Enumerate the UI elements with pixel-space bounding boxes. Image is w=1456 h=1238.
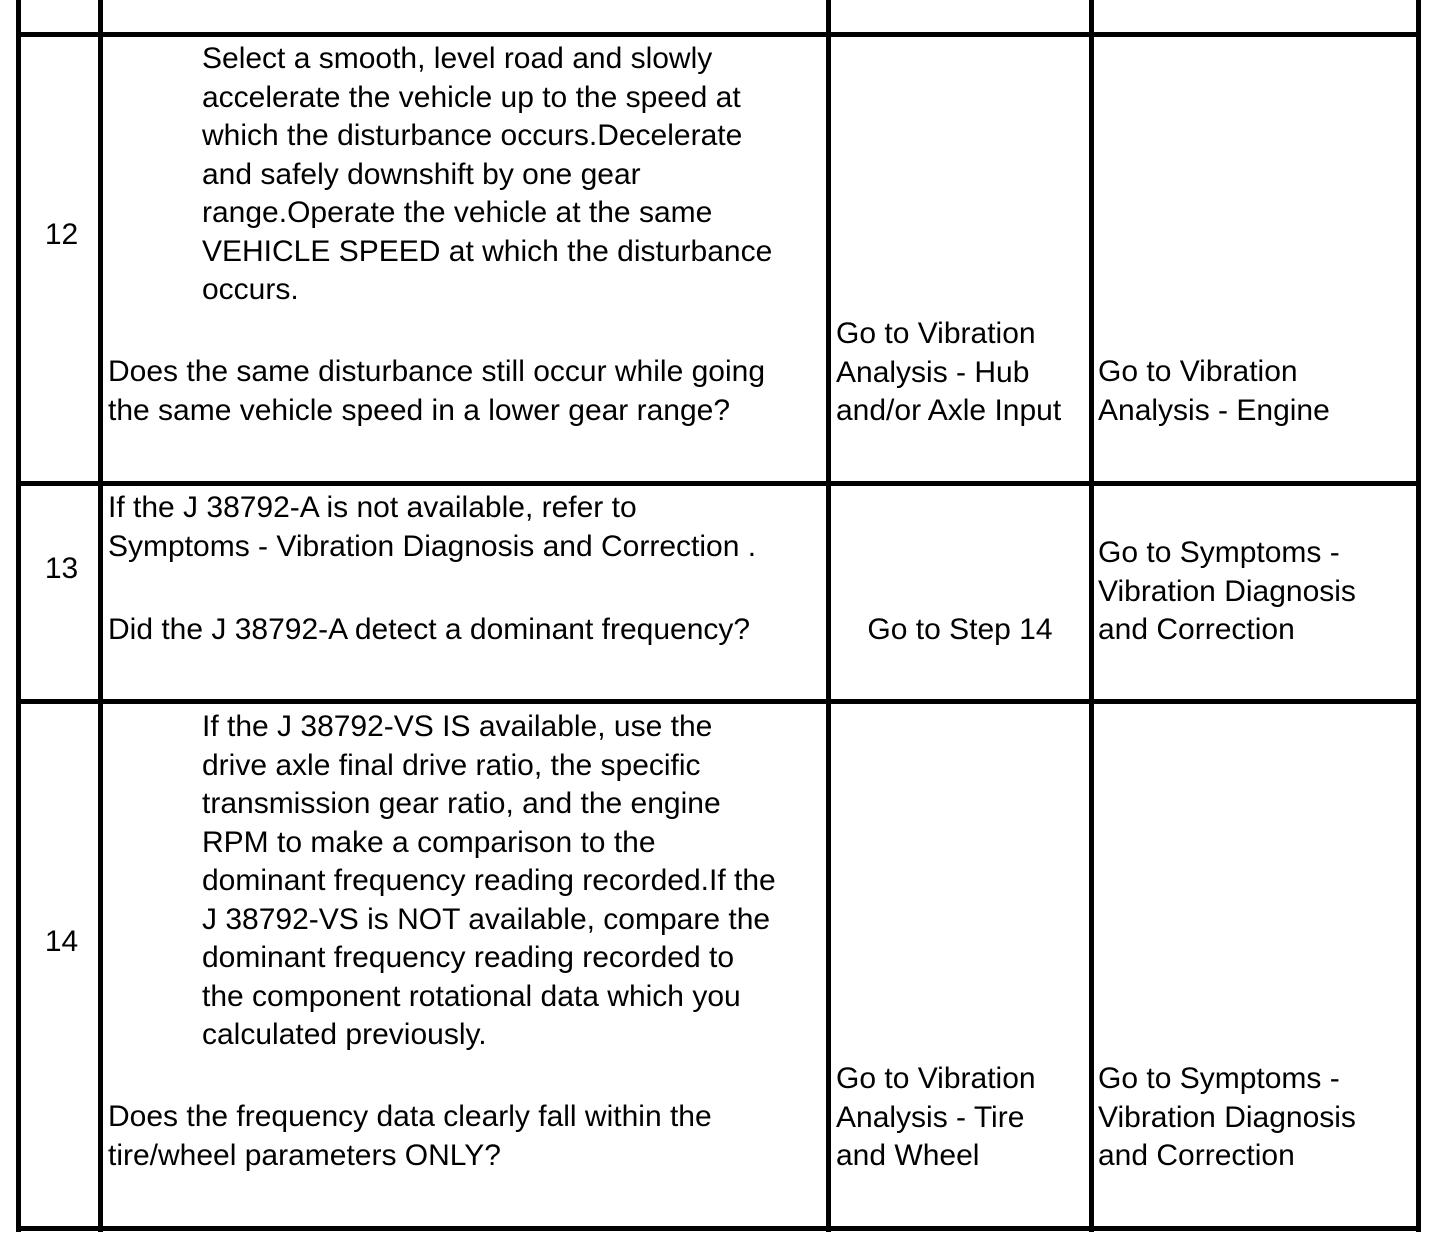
step-question: Did the J 38792-A detect a dominant frequency? bbox=[108, 613, 751, 646]
column-divider-step bbox=[98, 0, 103, 1232]
step-number: 13 bbox=[44, 552, 79, 585]
step-question: Does the same disturbance still occur while going the same vehicle speed in a lower gear range? bbox=[108, 355, 765, 427]
result-yes: Go to Vibration Analysis - Hub and/or Axle Input bbox=[836, 317, 1062, 427]
step-number: 12 bbox=[44, 218, 79, 251]
row-divider bbox=[18, 699, 1421, 704]
row-divider bbox=[18, 32, 1421, 37]
step-action-text: Select a smooth, level road and slowly accelerate the vehicle up to the speed at which the disturbance occurs.Decelerate and safely downshift by one gear range.Operate the vehicle at the same VEHICLE SPEED at which the disturbance occurs. bbox=[202, 42, 773, 306]
step-number: 14 bbox=[44, 925, 79, 958]
column-divider-yes bbox=[1089, 0, 1094, 1232]
table-border-bottom bbox=[18, 1226, 1421, 1231]
step-question: Does the frequency data clearly fall within the tire/wheel parameters ONLY? bbox=[108, 1100, 712, 1172]
row-divider bbox=[18, 481, 1421, 486]
result-no: Go to Symptoms - Vibration Diagnosis and Correction bbox=[1098, 536, 1356, 646]
result-yes: Go to Vibration Analysis - Tire and Wheel bbox=[836, 1062, 1036, 1172]
table-border-right bbox=[1416, 0, 1421, 1232]
result-yes: Go to Step 14 bbox=[867, 613, 1053, 646]
step-action-text: If the J 38792-A is not available, refer to Symptoms - Vibration Diagnosis and Correction . bbox=[108, 491, 757, 563]
result-no: Go to Vibration Analysis - Engine bbox=[1098, 355, 1330, 427]
step-action-text: If the J 38792-VS IS available, use the drive axle final drive ratio, the specific transmission gear ratio, and the engine RPM to make a comparison to the dominant frequency reading recorded.If the J 38792-VS is NOT available, compare the dominant frequency reading recorded to the component rotational data which you calculated previously. bbox=[202, 710, 776, 1051]
table-border-left bbox=[16, 0, 21, 1232]
result-no: Go to Symptoms - Vibration Diagnosis and Correction bbox=[1098, 1062, 1356, 1172]
